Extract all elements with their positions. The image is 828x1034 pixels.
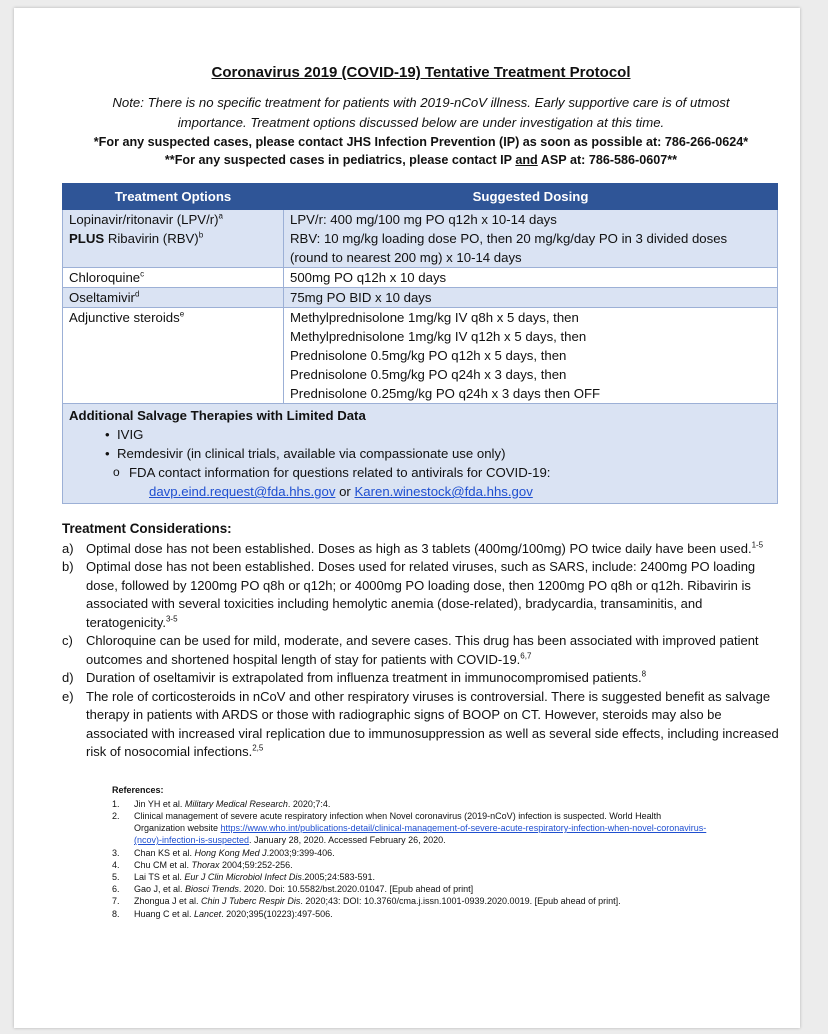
list-item bbox=[112, 908, 712, 920]
references-list bbox=[112, 798, 712, 920]
item-letter: c) bbox=[62, 633, 73, 648]
ref-number: 2. bbox=[112, 810, 120, 821]
lpv-dose-line-1: LPV/r: 400 mg/100 mg PO q12h x 10-14 days bbox=[290, 212, 557, 227]
item-citation: 3-5 bbox=[165, 614, 178, 624]
salvage-sublist bbox=[69, 463, 771, 482]
references-heading: References: bbox=[112, 784, 164, 795]
ref-authors: Zhongua J et al. bbox=[134, 896, 202, 907]
oseltamivir-name: Oseltamivir bbox=[69, 290, 135, 305]
steroids-footnote: e bbox=[179, 309, 185, 319]
ref-number: 6. bbox=[112, 884, 120, 895]
item-letter: d) bbox=[62, 670, 74, 685]
references bbox=[112, 784, 712, 920]
rbv-name: Ribavirin (RBV) bbox=[104, 231, 199, 246]
fda-email-links bbox=[69, 482, 771, 503]
table-row bbox=[63, 288, 778, 308]
considerations-list bbox=[62, 540, 780, 762]
oseltamivir-footnote: d bbox=[134, 289, 140, 299]
contact-peds-part-b: ASP at: 786-586-0607** bbox=[537, 153, 678, 167]
steroid-dose-line: Prednisolone 0.5mg/kg PO q24h x 3 days, then bbox=[290, 367, 567, 382]
contact-peds-part-a: **For any suspected cases in pediatrics, please contact IP bbox=[164, 153, 516, 167]
item-letter: a) bbox=[62, 540, 74, 556]
ref-authors: Gao J, et al. bbox=[134, 884, 186, 895]
table-header-row bbox=[63, 184, 778, 210]
document-content bbox=[62, 64, 780, 920]
oseltamivir-dosing: 75mg PO BID x 10 days bbox=[284, 288, 778, 308]
plus-label: PLUS bbox=[69, 231, 105, 246]
steroids-dosing bbox=[284, 308, 778, 404]
item-text: Duration of oseltamivir is extrapolated from influenza treatment in immunocompromised patients. bbox=[86, 670, 642, 685]
ref-journal: Biosci Trends bbox=[185, 884, 239, 895]
ref-details: . 2020;395(10223):497-506. bbox=[221, 908, 333, 919]
chloroquine-footnote: c bbox=[140, 269, 145, 279]
contact-peds-and: and bbox=[515, 153, 538, 167]
ref-authors: Lai TS et al. bbox=[134, 871, 185, 882]
ref-details: . 2020;43: DOI: 10.3760/cma.j.issn.1001-0939.2020.0019. [Epub ahead of print]. bbox=[300, 896, 621, 907]
oseltamivir-option bbox=[63, 288, 284, 308]
ref-number: 5. bbox=[112, 871, 120, 882]
lpv-name: Lopinavir/ritonavir (LPV/r) bbox=[69, 212, 219, 227]
note-line-2: importance. Treatment options discussed below are under investigation at this time. bbox=[177, 115, 665, 130]
ref-number: 4. bbox=[112, 859, 120, 870]
list-item bbox=[112, 847, 712, 859]
steroids-name: Adjunctive steroids bbox=[69, 310, 180, 325]
item-text: The role of corticosteroids in nCoV and other respiratory viruses is controversial. There is suggested benefit as salvage therapy in patients with ARDS or those with radiographic signs of BOOP on CT. However, steroids may also be associated with increased viral replication due to immunosuppression as well as several side effects, including increased risk of nosocomial infections. bbox=[86, 688, 779, 759]
ref-journal: Eur J Clin Microbiol Infect Dis bbox=[184, 871, 302, 882]
chloroquine-dosing: 500mg PO q12h x 10 days bbox=[284, 268, 778, 288]
salvage-row bbox=[63, 404, 778, 504]
ref-details: . January 28, 2020. Accessed February 26, 2020. bbox=[249, 835, 446, 846]
steroid-dose-line: Methylprednisolone 1mg/kg IV q12h x 5 days, then bbox=[290, 329, 587, 344]
email-separator: or bbox=[335, 484, 355, 499]
header-suggested-dosing: Suggested Dosing bbox=[284, 184, 778, 210]
list-item bbox=[112, 895, 712, 907]
list-item: • IVIG bbox=[105, 425, 771, 444]
treatment-considerations bbox=[62, 520, 780, 762]
item-citation: 8 bbox=[641, 669, 647, 679]
list-item bbox=[62, 669, 780, 688]
lpv-rbv-option bbox=[63, 210, 284, 268]
disclaimer-note bbox=[62, 93, 780, 133]
treatment-table bbox=[62, 183, 778, 504]
lpv-dose-line-3: (round to nearest 200 mg) x 10-14 days bbox=[290, 250, 522, 265]
contact-ip: *For any suspected cases, please contact JHS Infection Prevention (IP) as soon as possible at: 786-266-0624* bbox=[93, 135, 749, 149]
note-line-1: Note: There is no specific treatment for patients with 2019-nCoV illness. Early supportive care is of utmost bbox=[112, 95, 730, 110]
table-row bbox=[63, 210, 778, 268]
ref-journal: Hong Kong Med J bbox=[194, 847, 267, 858]
document-title: Coronavirus 2019 (COVID-19) Tentative Treatment Protocol bbox=[211, 64, 631, 81]
ref-authors: Jin YH et al. bbox=[134, 798, 185, 809]
list-item bbox=[62, 558, 780, 632]
who-link[interactable]: https://www.who.int/publications-detail/clinical-management-of-severe-acute-respiratory-infection-when-novel-coronavirus-(ncov)-infection-is-suspected bbox=[134, 823, 707, 846]
ref-details: 2004;59:252-256. bbox=[219, 859, 293, 870]
item-citation: 2,5 bbox=[252, 743, 264, 753]
steroids-option bbox=[63, 308, 284, 404]
fda-email-link-2[interactable]: Karen.winestock@fda.hhs.gov bbox=[354, 484, 533, 499]
ref-authors: Clinical management of severe acute respiratory infection when Novel coronavirus (2019-nCoV) infection is suspected. World Health Organization website bbox=[134, 810, 662, 834]
ref-number: 1. bbox=[112, 798, 120, 809]
salvage-list bbox=[69, 425, 771, 463]
ref-journal: Military Medical Research bbox=[184, 798, 288, 809]
ref-details: .2005;24:583-591. bbox=[301, 871, 375, 882]
ref-journal: Chin J Tuberc Respir Dis bbox=[201, 896, 301, 907]
list-item bbox=[112, 810, 712, 847]
list-item bbox=[112, 871, 712, 883]
list-item bbox=[112, 883, 712, 895]
document-page bbox=[14, 8, 800, 1028]
salvage-heading: Additional Salvage Therapies with Limited Data bbox=[69, 408, 366, 423]
salvage-therapies-cell bbox=[63, 404, 778, 504]
ref-authors: Chan KS et al. bbox=[134, 847, 195, 858]
list-item: • Remdesivir (in clinical trials, available via compassionate use only) bbox=[105, 444, 771, 463]
list-item: o FDA contact information for questions related to antivirals for COVID-19: bbox=[113, 463, 771, 482]
item-letter: b) bbox=[62, 559, 74, 574]
list-item bbox=[62, 688, 780, 762]
lpv-footnote: a bbox=[218, 211, 223, 221]
steroid-dose-line: Prednisolone 0.5mg/kg PO q12h x 5 days, then bbox=[290, 348, 567, 363]
rbv-footnote: b bbox=[198, 230, 204, 240]
item-citation: 6,7 bbox=[520, 651, 532, 661]
list-item bbox=[62, 540, 780, 559]
ref-authors: Chu CM et al. bbox=[134, 859, 192, 870]
list-item bbox=[112, 859, 712, 871]
header-treatment-options: Treatment Options bbox=[63, 184, 284, 210]
considerations-heading: Treatment Considerations: bbox=[62, 521, 232, 536]
table-row bbox=[63, 268, 778, 288]
item-text: Optimal dose has not been established. Doses as high as 3 tablets (400mg/100mg) PO twice daily have been used. bbox=[86, 540, 752, 556]
ref-number: 8. bbox=[112, 908, 120, 919]
lpv-rbv-dosing bbox=[284, 210, 778, 268]
steroid-dose-line: Prednisolone 0.25mg/kg PO q24h x 3 days then OFF bbox=[290, 386, 601, 401]
table-row bbox=[63, 308, 778, 404]
ref-details: . 2020. Doi: 10.5582/bst.2020.01047. [Epub ahead of print] bbox=[238, 884, 474, 895]
ref-details: . 2020;7:4. bbox=[287, 798, 331, 809]
contact-pediatrics bbox=[62, 151, 780, 169]
chloroquine-name: Chloroquine bbox=[69, 270, 141, 285]
steroid-dose-line: Methylprednisolone 1mg/kg IV q8h x 5 days, then bbox=[290, 310, 579, 325]
list-item bbox=[112, 798, 712, 810]
ref-details: .2003;9:399-406. bbox=[266, 847, 335, 858]
fda-email-link-1[interactable]: davp.eind.request@fda.hhs.gov bbox=[149, 484, 336, 499]
chloroquine-option bbox=[63, 268, 284, 288]
ref-authors: Huang C et al. bbox=[134, 908, 195, 919]
item-citation: 1-5 bbox=[751, 540, 764, 550]
item-text: Optimal dose has not been established. Doses used for related viruses, such as SARS, include: 2400mg PO loading dose, followed by 1200mg PO q8h or q12h; or 4000mg PO loading dose, then 1200mg PO q8h or q12h. Ribavirin is associated with several toxicities including hemolytic anemia (dose-related), bradycardia, transaminitis, and teratogenicity. bbox=[86, 559, 756, 630]
item-text: Chloroquine can be used for mild, moderate, and severe cases. This drug has been associated with improved patient outcomes and shortened hospital length of stay for patients with COVID-19. bbox=[86, 633, 759, 667]
ref-number: 7. bbox=[112, 896, 120, 907]
item-letter: e) bbox=[62, 688, 74, 704]
ref-journal: Thorax bbox=[191, 859, 220, 870]
list-item bbox=[62, 632, 780, 669]
lpv-dose-line-2: RBV: 10 mg/kg loading dose PO, then 20 mg/kg/day PO in 3 divided doses bbox=[290, 231, 728, 246]
ref-journal: Lancet bbox=[194, 908, 222, 919]
ref-number: 3. bbox=[112, 847, 120, 858]
